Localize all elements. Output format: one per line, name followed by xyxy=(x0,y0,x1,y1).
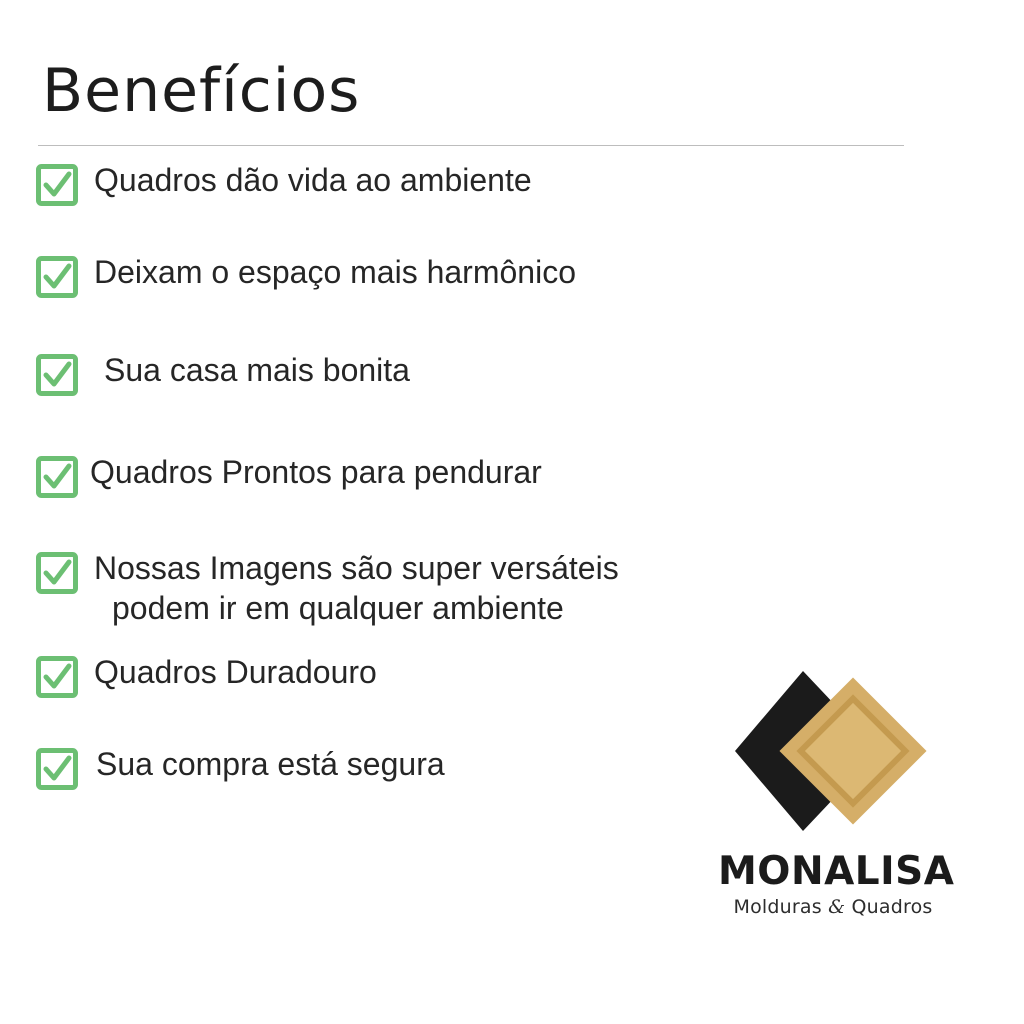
brand-tagline-right: Quadros xyxy=(851,896,933,918)
list-item xyxy=(36,350,968,396)
list-item-label: Quadros Prontos para pendurar xyxy=(90,454,542,490)
list-item xyxy=(36,252,968,298)
checkbox-checked-icon xyxy=(36,748,78,790)
monalisa-diamond-logo-icon xyxy=(733,663,933,848)
brand-tagline-left: Molduras xyxy=(733,896,822,918)
list-item xyxy=(36,452,968,498)
brand-name: MONALISA xyxy=(718,849,955,894)
brand-tagline-ampersand: & xyxy=(828,896,846,918)
title-divider xyxy=(38,145,904,146)
list-item-label-line1: Nossas Imagens são super versáteis xyxy=(94,550,619,586)
list-item xyxy=(36,548,968,628)
list-item-label-line2: podem ir em qualquer ambiente xyxy=(112,590,564,626)
list-item-label: Quadros dão vida ao ambiente xyxy=(94,162,532,198)
checkbox-checked-icon xyxy=(36,656,78,698)
checkbox-checked-icon xyxy=(36,456,78,498)
checkbox-checked-icon xyxy=(36,164,78,206)
brand-logo xyxy=(718,663,955,918)
list-item xyxy=(36,160,968,206)
checkbox-checked-icon xyxy=(36,256,78,298)
list-item-label xyxy=(78,548,619,628)
brand-tagline xyxy=(718,896,948,918)
page-title: Benefícios xyxy=(42,56,361,126)
checkbox-checked-icon xyxy=(36,354,78,396)
list-item-label: Deixam o espaço mais harmônico xyxy=(94,254,576,290)
list-item-label: Sua compra está segura xyxy=(96,746,445,782)
list-item-label: Quadros Duradouro xyxy=(94,654,377,690)
list-item-label: Sua casa mais bonita xyxy=(104,352,410,388)
checkbox-checked-icon xyxy=(36,552,78,594)
